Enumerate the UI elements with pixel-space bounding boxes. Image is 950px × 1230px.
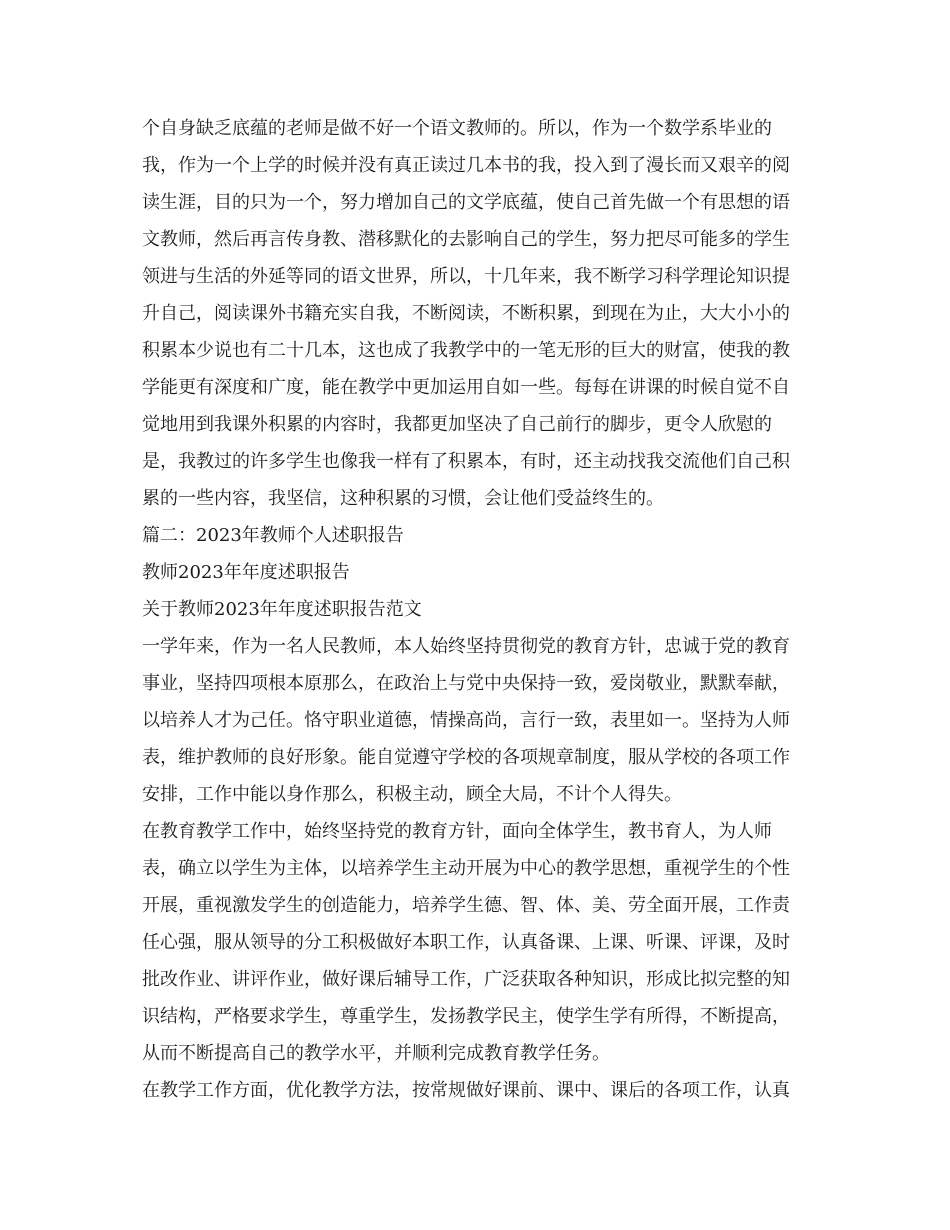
text-line: 升自己，阅读课外书籍充实自我，不断阅读，不断积累，到现在为止，大大小小的	[142, 303, 790, 324]
text-line: 文教师，然后再言传身教、潜移默化的去影响自己的学生，努力把尽可能多的学生	[142, 229, 790, 250]
text-line: 表，确立以学生为主体，以培养学生主动开展为中心的教学思想，重视学生的个性	[142, 858, 790, 879]
text-line: 事业，坚持四项根本原那么，在政治上与党中央保持一致，爱岗敬业，默默奉献，	[142, 673, 790, 694]
text-line: 识结构，严格要求学生，尊重学生，发扬教学民主，使学生学有所得，不断提高，	[142, 1006, 790, 1027]
text-line: 读生涯，目的只为一个，努力增加自己的文学底蕴，使自己首先做一个有思想的语	[142, 192, 790, 213]
text-line: 个自身缺乏底蕴的老师是做不好一个语文教师的。所以，作为一个数学系毕业的	[142, 118, 772, 139]
text-line: 任心强，服从领导的分工积极做好本职工作，认真备课、上课、听课、评课，及时	[142, 932, 790, 953]
text-line: 以培养人才为己任。恪守职业道德，情操高尚，言行一致，表里如一。坚持为人师	[142, 710, 790, 731]
text-line: 表，维护教师的良好形象。能自觉遵守学校的各项规章制度，服从学校的各项工作	[142, 747, 790, 768]
text-line: 累的一些内容，我坚信，这种积累的习惯，会让他们受益终生的。	[142, 488, 664, 509]
text-line: 我，作为一个上学的时候并没有真正读过几本书的我，投入到了漫长而又艰辛的阅	[142, 155, 790, 176]
text-line: 在教学工作方面，优化教学方法，按常规做好课前、课中、课后的各项工作，认真	[142, 1080, 790, 1101]
text-line: 在教育教学工作中，始终坚持党的教育方针，面向全体学生，教书育人，为人师	[142, 821, 772, 842]
text-line: 领进与生活的外延等同的语文世界，所以，十几年来，我不断学习科学理论知识提	[142, 266, 790, 287]
text-line: 开展，重视激发学生的创造能力，培养学生德、智、体、美、劳全面开展，工作责	[142, 895, 790, 916]
report-subtitle: 关于教师2023年年度述职报告范文	[142, 599, 422, 620]
text-line: 批改作业、讲评作业，做好课后辅导工作，广泛获取各种知识，形成比拟完整的知	[142, 969, 790, 990]
report-title: 教师2023年年度述职报告	[142, 562, 350, 583]
text-line: 安排，工作中能以身作那么，积极主动，顾全大局，不计个人得失。	[142, 784, 682, 805]
text-line: 从而不断提高自己的教学水平，并顺利完成教育教学任务。	[142, 1043, 610, 1064]
text-line: 觉地用到我课外积累的内容时，我都更加坚决了自己前行的脚步，更令人欣慰的	[142, 414, 772, 435]
section-heading: 篇二：2023年教师个人述职报告	[142, 525, 404, 546]
text-line: 一学年来，作为一名人民教师，本人始终坚持贯彻党的教育方针，忠诚于党的教育	[142, 636, 790, 657]
text-line: 学能更有深度和广度，能在教学中更加运用自如一些。每每在讲课的时候自觉不自	[142, 377, 790, 398]
text-line: 积累本少说也有二十几本，这也成了我教学中的一笔无形的巨大的财富，使我的教	[142, 340, 790, 361]
text-line: 是，我教过的许多学生也像我一样有了积累本，有时，还主动找我交流他们自己积	[142, 451, 790, 472]
